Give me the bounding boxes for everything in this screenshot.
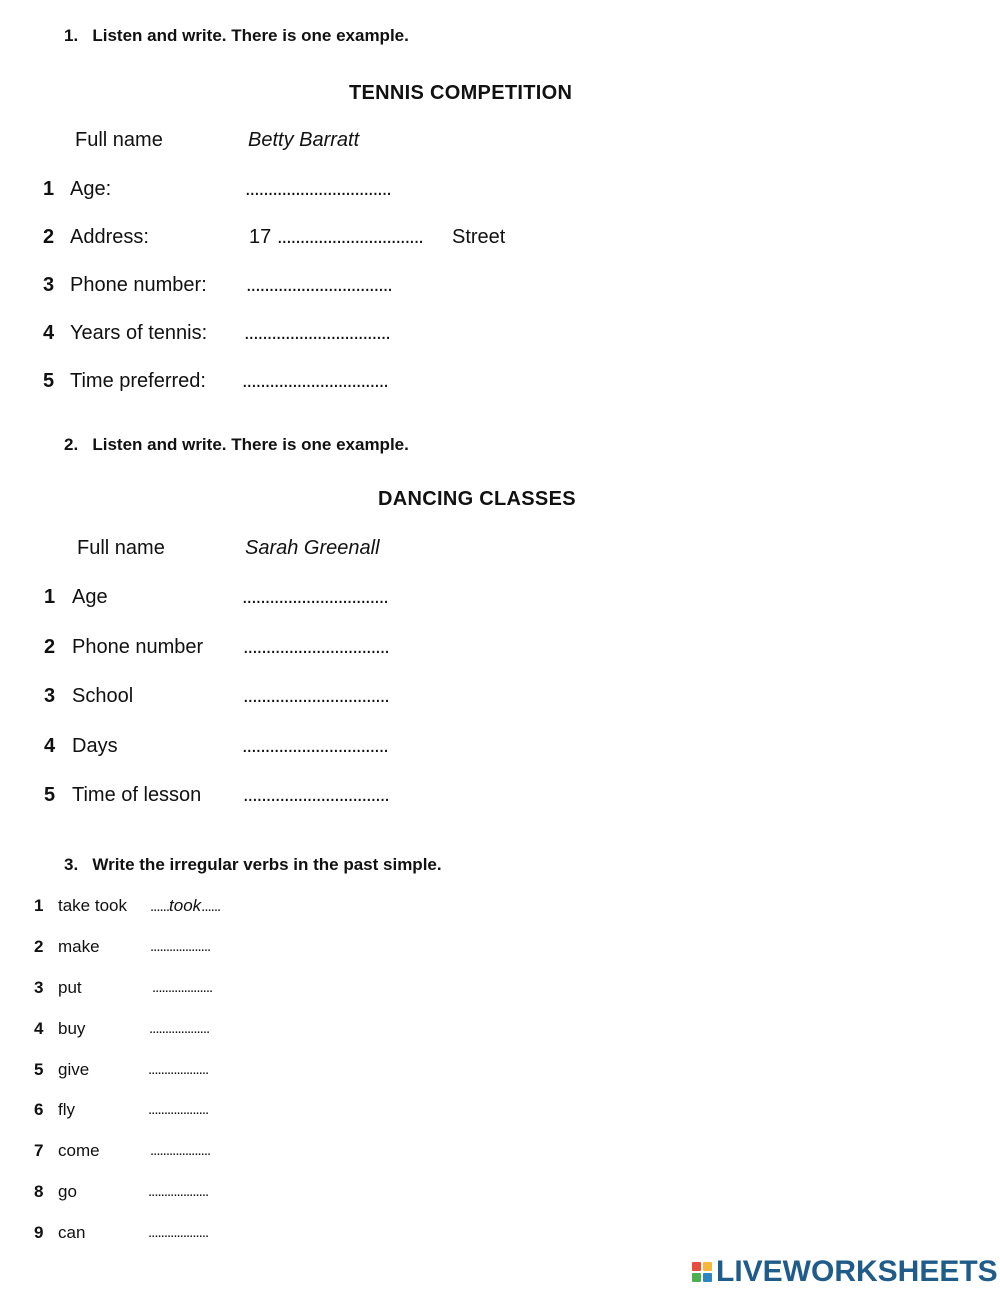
row-number: 2 [43, 226, 55, 248]
row-label: Days [72, 735, 118, 757]
row-number: 5 [34, 1060, 44, 1079]
logo-grid-icon [692, 1262, 712, 1282]
row-label: put [58, 978, 82, 997]
answer-blank[interactable]: ................................ [242, 586, 388, 608]
row-number: 2 [44, 636, 56, 658]
row-number: 1 [43, 178, 55, 200]
row-label: Age [72, 586, 108, 608]
row-label: Time of lesson [72, 784, 202, 806]
section2-instruction [64, 435, 409, 455]
row-label: make [58, 937, 100, 956]
row-number: 1 [34, 896, 44, 915]
answer-blank[interactable]: ................................ [243, 784, 389, 806]
row-label: Age: [70, 178, 112, 200]
answer-blank[interactable]: ................... [150, 938, 211, 955]
row-label: Phone number: [70, 274, 207, 296]
answer-blank[interactable]: ................................ [243, 636, 389, 658]
section2-example-label: Full name [77, 537, 165, 559]
answer-blank[interactable]: ................... [148, 1061, 209, 1078]
row-label: can [58, 1223, 86, 1242]
row-number: 8 [34, 1182, 44, 1201]
section1-instruction-number: 1. [64, 26, 79, 45]
section2-title: DANCING CLASSES [378, 488, 576, 510]
row-label: fly [58, 1100, 75, 1119]
answer-blank[interactable]: ................... [152, 979, 213, 996]
row-number: 4 [43, 322, 55, 344]
section1-example-value: Betty Barratt [248, 129, 360, 151]
answer-blank[interactable]: ................... [150, 1142, 211, 1159]
row-number: 1 [44, 586, 56, 608]
section2-instruction-number: 2. [64, 435, 79, 454]
row-label: Years of tennis: [70, 322, 208, 344]
row-label: buy [58, 1019, 86, 1038]
row-label: Time preferred: [70, 370, 206, 392]
section3-instruction-text: Write the irregular verbs in the past simple. [92, 855, 442, 874]
row-label: take took [58, 896, 127, 915]
row-number: 4 [44, 735, 56, 757]
liveworksheets-logo [692, 1255, 998, 1289]
answer-blank[interactable]: ................................ [245, 178, 391, 200]
example-answer [150, 896, 220, 916]
answer-blank[interactable]: ................................ [242, 370, 388, 392]
example-dots-before: ...... [150, 898, 170, 915]
row-label: School [72, 685, 134, 707]
example-answer-word: took [169, 896, 202, 915]
row-number: 6 [34, 1100, 44, 1119]
answer-blank[interactable]: ................................ [277, 226, 423, 248]
answer-blank[interactable]: ................... [149, 1020, 210, 1037]
logo-square-icon [692, 1273, 701, 1282]
row-label: Address: [70, 226, 149, 248]
row-label: Phone number [72, 636, 204, 658]
address-prefix: 17 [249, 226, 272, 248]
section1-instruction-text: Listen and write. There is one example. [92, 26, 409, 45]
section2-instruction-text: Listen and write. There is one example. [92, 435, 409, 454]
address-suffix: Street [452, 226, 506, 248]
answer-blank[interactable]: ................................ [243, 685, 389, 707]
section2-example-value: Sarah Greenall [245, 537, 380, 559]
answer-blank[interactable]: ................... [148, 1101, 209, 1118]
logo-square-icon [703, 1273, 712, 1282]
row-number: 3 [43, 274, 55, 296]
logo-square-icon [692, 1262, 701, 1271]
row-label: come [58, 1141, 100, 1160]
row-label: go [58, 1182, 77, 1201]
logo-square-icon [703, 1262, 712, 1271]
row-number: 4 [34, 1019, 44, 1038]
answer-blank[interactable]: ................................ [246, 274, 392, 296]
row-number: 3 [44, 685, 56, 707]
answer-blank[interactable]: ................................ [244, 322, 390, 344]
row-label: give [58, 1060, 90, 1079]
section3-instruction-number: 3. [64, 855, 79, 874]
row-number: 5 [43, 370, 55, 392]
answer-blank[interactable]: ................................ [242, 735, 388, 757]
answer-blank[interactable]: ................... [148, 1224, 209, 1241]
section1-instruction [64, 26, 409, 46]
example-dots-after: ...... [201, 898, 221, 915]
row-number: 5 [44, 784, 56, 806]
row-number: 2 [34, 937, 44, 956]
row-number: 7 [34, 1141, 44, 1160]
answer-blank[interactable]: ................... [148, 1183, 209, 1200]
section1-example-label: Full name [75, 129, 163, 151]
row-number: 3 [34, 978, 44, 997]
section3-instruction [64, 855, 442, 875]
section1-title: TENNIS COMPETITION [349, 82, 573, 104]
logo-text: LIVEWORKSHEETS [716, 1255, 998, 1288]
row-number: 9 [34, 1223, 44, 1242]
